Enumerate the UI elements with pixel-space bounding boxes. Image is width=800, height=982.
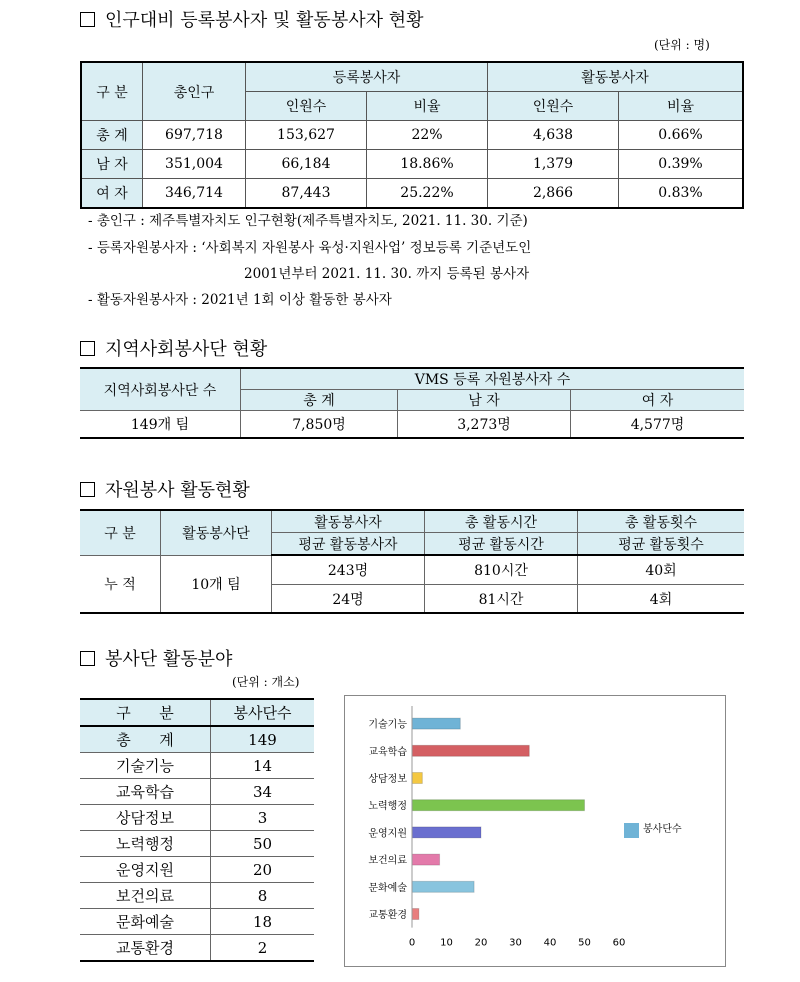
row-label: 상담정보 (80, 805, 211, 831)
bar (412, 827, 481, 838)
x-tick-label: 10 (440, 937, 453, 949)
header-reg-count: 인원수 (246, 92, 367, 121)
cell-reg-count: 153,627 (246, 121, 367, 150)
cell-reg-count: 66,184 (246, 150, 367, 179)
team-field-bar-chart (344, 695, 726, 967)
header-registered: 등록봉사자 (246, 62, 488, 92)
row-label: 남 자 (81, 150, 143, 179)
cell-value: 8 (211, 883, 315, 909)
section-title-text: 봉사단 활동분야 (105, 649, 233, 670)
x-tick-label: 0 (408, 937, 416, 949)
row-label: 총 계 (80, 726, 211, 753)
header-gubun: 구 분 (80, 699, 211, 726)
row-label: 교육학습 (80, 779, 211, 805)
row-label: 문화예술 (80, 909, 211, 935)
cell-value: 50 (211, 831, 315, 857)
cell-act-ratio: 0.66% (619, 121, 744, 150)
section-title-4 (80, 645, 232, 671)
cell-value: 20 (211, 857, 315, 883)
header-act-ratio: 비율 (619, 92, 744, 121)
row-label: 여 자 (81, 179, 143, 209)
cell-teams: 10개 팀 (161, 555, 272, 613)
cell-population: 346,714 (143, 179, 246, 209)
header-vms: VMS 등록 자원봉사자 수 (241, 368, 745, 390)
cell-times: 40회 (578, 555, 745, 585)
category-label: 노력행정 (368, 801, 407, 813)
row-label: 교통환경 (80, 935, 211, 962)
table-row (80, 555, 744, 585)
x-tick-label: 50 (578, 937, 591, 949)
table-row (81, 179, 743, 209)
cell-value: 2 (211, 935, 315, 962)
cell-value: 18 (211, 909, 315, 935)
table-row (80, 411, 744, 439)
cell-times-avg: 4회 (578, 585, 745, 614)
bar (412, 854, 440, 865)
category-label: 운영지원 (368, 828, 407, 840)
table-row (80, 909, 314, 935)
header-volunteers-avg: 평균 활동봉사자 (272, 533, 425, 556)
section-title-text: 지역사회봉사단 현황 (105, 339, 268, 360)
section-title-text: 인구대비 등록봉사자 및 활동봉사자 현황 (105, 10, 424, 31)
bar (412, 881, 474, 892)
category-label: 상담정보 (368, 774, 407, 785)
section-title-1 (80, 6, 423, 32)
table-row (80, 779, 314, 805)
checkbox-bullet-icon (80, 482, 95, 497)
row-label: 운영지원 (80, 857, 211, 883)
chart-svg (345, 696, 725, 966)
header-gubun: 구 분 (80, 510, 161, 555)
table-row (80, 857, 314, 883)
category-label: 교통환경 (368, 910, 407, 921)
x-tick-label: 40 (543, 937, 557, 949)
header-hours-avg: 평균 활동시간 (425, 533, 578, 556)
row-label: 누 적 (80, 555, 161, 613)
table-row-total (80, 726, 314, 753)
x-tick-label: 60 (612, 937, 626, 949)
note-line: - 활동자원봉사자 : 2021년 1회 이상 활동한 봉사자 (88, 292, 392, 308)
table-row (80, 883, 314, 909)
table-row (80, 753, 314, 779)
cell-value: 34 (211, 779, 315, 805)
table-row (80, 935, 314, 962)
team-field-table (80, 698, 314, 962)
header-gubun: 구 분 (81, 62, 143, 121)
table-row (80, 831, 314, 857)
population-volunteer-table (80, 61, 744, 209)
header-female: 여 자 (571, 390, 745, 411)
header-hours: 총 활동시간 (425, 510, 578, 533)
header-volunteers: 활동봉사자 (272, 510, 425, 533)
row-label: 보건의료 (80, 883, 211, 909)
checkbox-bullet-icon (80, 341, 95, 356)
header-times: 총 활동횟수 (578, 510, 745, 533)
cell-population: 351,004 (143, 150, 246, 179)
bar (412, 909, 419, 920)
cell-total: 149 (211, 726, 315, 753)
table-row (81, 150, 743, 179)
bar (412, 773, 422, 784)
category-label: 교육학습 (368, 746, 407, 758)
cell-total: 7,850명 (241, 411, 398, 439)
table-row (81, 121, 743, 150)
checkbox-bullet-icon (80, 651, 95, 666)
cell-population: 697,718 (143, 121, 246, 150)
bar (412, 718, 460, 729)
cell-act-ratio: 0.83% (619, 179, 744, 209)
header-teams: 활동봉사단 (161, 510, 272, 555)
row-label: 기술기능 (80, 753, 211, 779)
cell-act-count: 4,638 (488, 121, 619, 150)
note-line: - 총인구 : 제주특별자치도 인구현황(제주특별자치도, 2021. 11. 30. 기준) (88, 213, 528, 229)
cell-value: 14 (211, 753, 315, 779)
cell-male: 3,273명 (398, 411, 571, 439)
checkbox-bullet-icon (80, 12, 95, 27)
note-line: 2001년부터 2021. 11. 30. 까지 등록된 봉사자 (244, 266, 530, 282)
section-title-2 (80, 335, 267, 361)
cell-female: 4,577명 (571, 411, 745, 439)
row-label: 총 계 (81, 121, 143, 150)
community-team-table (80, 367, 744, 439)
unit-label-4: (단위 : 개소) (232, 675, 300, 689)
legend-swatch (624, 823, 639, 838)
header-total: 총 계 (241, 390, 398, 411)
x-tick-label: 30 (509, 937, 522, 949)
cell-hours-avg: 81시간 (425, 585, 578, 614)
category-label: 기술기능 (368, 719, 407, 731)
cell-hours: 810시간 (425, 555, 578, 585)
section-title-text: 자원봉사 활동현황 (105, 480, 250, 501)
header-act-count: 인원수 (488, 92, 619, 121)
cell-value: 3 (211, 805, 315, 831)
cell-teams: 149개 팀 (80, 411, 241, 439)
header-times-avg: 평균 활동횟수 (578, 533, 745, 556)
cell-reg-ratio: 25.22% (367, 179, 488, 209)
cell-volunteers-avg: 24명 (272, 585, 425, 614)
section-title-3 (80, 476, 250, 502)
header-team-count: 봉사단수 (211, 699, 315, 726)
cell-act-count: 2,866 (488, 179, 619, 209)
header-population: 총인구 (143, 62, 246, 121)
category-label: 문화예술 (368, 882, 407, 894)
bar (412, 745, 529, 756)
cell-reg-count: 87,443 (246, 179, 367, 209)
cell-volunteers: 243명 (272, 555, 425, 585)
legend-label: 봉사단수 (643, 824, 682, 835)
category-label: 보건의료 (368, 855, 407, 867)
table-row (80, 805, 314, 831)
unit-label-1: (단위 : 명) (654, 38, 710, 52)
note-line: - 등록자원봉사자 : ‘사회복지 자원봉사 육성·지원사업’ 정보등록 기준년도인 (88, 240, 532, 256)
row-label: 노력행정 (80, 831, 211, 857)
header-male: 남 자 (398, 390, 571, 411)
bar (412, 800, 585, 811)
volunteer-activity-table (80, 509, 744, 614)
cell-act-count: 1,379 (488, 150, 619, 179)
header-team-count: 지역사회봉사단 수 (80, 368, 241, 411)
x-tick-label: 20 (474, 937, 488, 949)
header-reg-ratio: 비율 (367, 92, 488, 121)
cell-act-ratio: 0.39% (619, 150, 744, 179)
header-active: 활동봉사자 (488, 62, 744, 92)
cell-reg-ratio: 18.86% (367, 150, 488, 179)
cell-reg-ratio: 22% (367, 121, 488, 150)
